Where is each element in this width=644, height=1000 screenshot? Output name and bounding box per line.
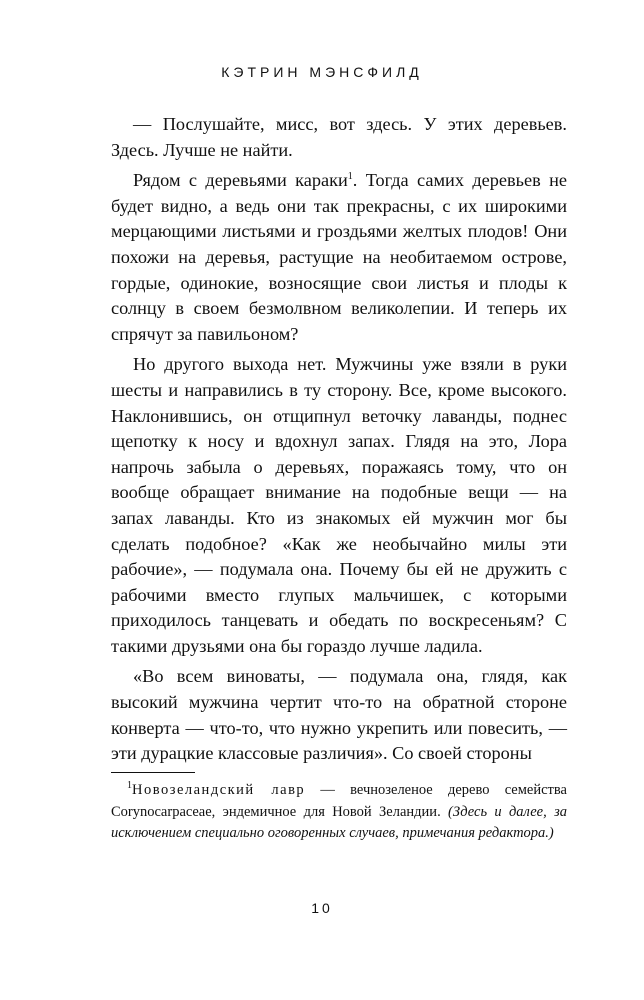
paragraph <box>111 168 567 347</box>
running-header-author: КЭТРИН МЭНСФИЛД <box>221 64 423 80</box>
footnote-marker: 1 <box>127 780 132 792</box>
page-number: 10 <box>311 900 333 916</box>
paragraph-text-continued: . Тогда самих деревьев не будет видно, а ведь они так прекрасны, с их широкими мерцающими листьями и гроздьями желтых плодов! Они похожи на деревья, растущие на необитаемом острове, гордые, одинокие, возносящие свои листья и плоды к солнцу в своем безмолвном великолепии. И теперь их спрячут за павильоном? <box>111 170 567 344</box>
paragraph: Но другого выхода нет. Мужчины уже взяли в руки шесты и направились в ту сторону. Все, кроме высокого. Наклонившись, он отщипнул веточку лаванды, поднес щепотку к носу и вдохнул запах. Глядя на это, Лора напрочь забыла о деревьях, поражаясь тому, что он вообще обращает внимание на подобные вещи — на запах лаванды. Кто из знакомых ей мужчин мог бы сделать подобное? «Как же необычайно милы эти рабочие», — подумала она. Почему бы ей не дружить с рабочими вместо глупых мальчишек, с которыми приходилось танцевать и обедать по воскресеньям? С такими друзьями она бы гораздо лучше ладила. <box>111 354 567 656</box>
paragraph: «Во всем виноваты, — подумала она, глядя, как высокий мужчина чертит что-то на обратной стороне конверта — что-то, что нужно укрепить или повесить, — эти дурацкие классовые различия». Со своей стороны <box>111 666 567 764</box>
paragraph-text: Рядом с деревьями караки <box>133 170 348 191</box>
main-text <box>111 112 567 767</box>
footnote-separator <box>111 772 195 773</box>
footnote-reference[interactable]: 1 <box>347 171 353 183</box>
footnote-term: Новозеландский лавр <box>132 782 306 798</box>
paragraph: — Послушайте, мисс, вот здесь. У этих деревьев. Здесь. Лучше не найти. <box>111 114 567 160</box>
footnote-editor-note: (Здесь и далее, за исключением специально оговоренных случаев, примечания редактора.) <box>111 803 567 841</box>
footnote-text: — вечнозеленое дерево семейства Corynocarpaceae, эндемичное для Новой Зеландии. <box>111 782 567 820</box>
footnote <box>111 780 567 845</box>
